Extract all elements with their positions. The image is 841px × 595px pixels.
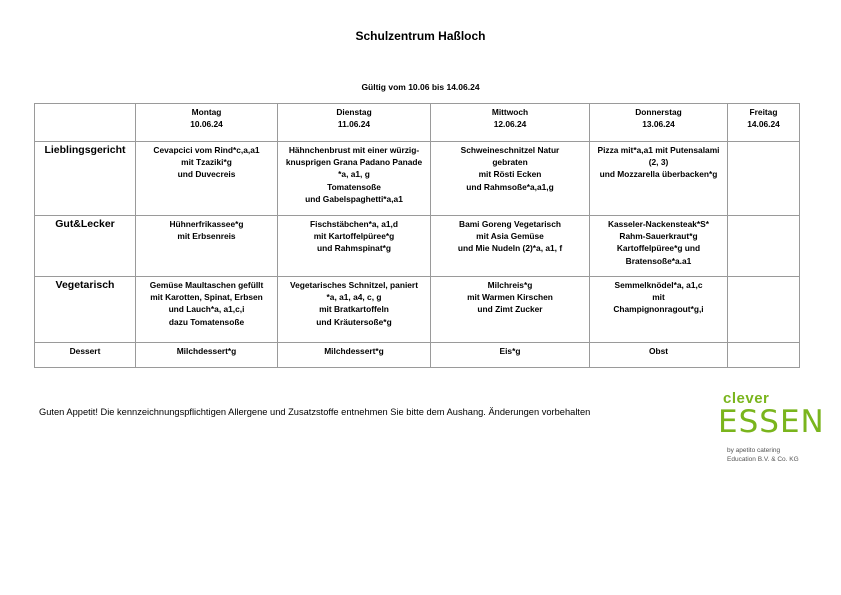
meal-cell: [136, 142, 278, 216]
meal-cell: [278, 142, 431, 216]
meal-line: mit Karotten, Spinat, Erbsen: [150, 292, 263, 303]
meal-line: mit Tzaziki*g: [181, 157, 232, 168]
meal-cell: [431, 343, 590, 368]
meal-cell: [590, 277, 728, 343]
meal-line: dazu Tomatensoße: [168, 316, 245, 327]
meal-line: mit: [652, 292, 665, 303]
table-row-lieblingsgericht: [35, 142, 800, 216]
row-label: Vegetarisch: [35, 277, 136, 343]
meal-cell: [431, 142, 590, 216]
day-header-monday: [136, 104, 278, 142]
day-name: Mittwoch: [491, 107, 529, 117]
table-header-row: [35, 104, 800, 142]
meal-line: Fischstäbchen*a, a1,d: [310, 219, 398, 229]
meal-line: mit Asia Gemüse: [476, 231, 544, 242]
meal-line: mit Erbsenreis: [177, 231, 236, 242]
day-header-tuesday: [278, 104, 431, 142]
meal-line: mit Kartoffelpüree*g: [313, 231, 395, 242]
meal-cell: [278, 216, 431, 277]
meal-line: Schweineschnitzel Natur: [460, 145, 560, 155]
meal-line: und Zimt Zucker: [477, 304, 543, 315]
page-title: Schulzentrum Haßloch: [355, 29, 486, 43]
meal-line: *a, a1, g: [338, 169, 370, 180]
logo-wordmark-main: ESSEN: [718, 404, 825, 440]
meal-cell: [590, 216, 728, 277]
table-row-gut-und-lecker: [35, 216, 800, 277]
day-header-friday: [728, 104, 800, 142]
logo-subtitle-line: by apetito catering: [727, 447, 781, 454]
day-name: Montag: [191, 107, 222, 117]
day-date: 14.06.24: [747, 119, 780, 130]
day-date: 12.06.24: [493, 119, 527, 130]
meal-line: Kasseler-Nackensteak*S*: [607, 219, 710, 229]
meal-line: Cevapcici vom Rind*c,a,a1: [153, 145, 260, 155]
meal-line: und Duvecreis: [177, 169, 236, 180]
meal-line: Obst: [648, 346, 669, 356]
menu-table: [34, 103, 800, 368]
meal-line: und Mozzarella überbacken*g: [599, 169, 718, 180]
validity-period: Gültig vom 10.06 bis 14.06.24: [361, 82, 480, 92]
meal-line: Hühnerfrikassee*g: [169, 219, 244, 229]
meal-line: Bratensoße*a.a1: [625, 255, 692, 266]
meal-cell: [728, 343, 800, 368]
meal-line: Kartoffelpüree*g und: [616, 243, 701, 254]
meal-line: Milchdessert*g: [324, 346, 384, 356]
logo-subtitle: [727, 447, 799, 464]
meal-line: knusprigen Grana Padano Panade: [285, 157, 423, 168]
meal-line: und Kräutersoße*g: [316, 316, 392, 327]
day-name: Donnerstag: [635, 107, 682, 117]
meal-cell: [431, 216, 590, 277]
meal-cell: [728, 142, 800, 216]
meal-line: Champignonragout*g,i: [613, 304, 704, 315]
meal-line: Milchdessert*g: [176, 346, 237, 356]
meal-line: Pizza mit*a,a1 mit Putensalami: [597, 145, 720, 155]
meal-cell: [278, 277, 431, 343]
table-row-dessert: [35, 343, 800, 368]
logo-subtitle-line: Education B.V. & Co. KG: [727, 455, 799, 463]
meal-line: (2, 3): [648, 157, 669, 168]
day-name: Dienstag: [336, 107, 372, 117]
meal-cell: [136, 343, 278, 368]
meal-line: und Gabelspaghetti*a,a1: [305, 193, 403, 204]
day-date: 11.06.24: [337, 119, 371, 130]
meal-cell: [728, 277, 800, 343]
logo-wordmark-top: clever: [723, 390, 770, 407]
table-row-vegetarisch: [35, 277, 800, 343]
meal-cell: [136, 277, 278, 343]
meal-line: mit Bratkartoffeln: [319, 304, 389, 315]
meal-line: Tomatensoße: [327, 181, 381, 192]
row-label: Gut&Lecker: [35, 216, 136, 277]
day-name: Freitag: [749, 107, 778, 117]
row-label: Lieblingsgericht: [35, 142, 136, 216]
meal-line: Rahm-Sauerkraut*g: [619, 231, 698, 242]
meal-cell: [590, 142, 728, 216]
meal-cell: [278, 343, 431, 368]
meal-cell: [728, 216, 800, 277]
meal-cell: [136, 216, 278, 277]
meal-line: *a, a1, a4, c, g: [326, 292, 382, 303]
meal-line: Milchreis*g: [487, 280, 533, 290]
day-header-wednesday: [431, 104, 590, 142]
meal-cell: [590, 343, 728, 368]
day-date: 10.06.24: [190, 119, 223, 130]
meal-line: gebraten: [492, 157, 528, 168]
meal-line: Semmelknödel*a, a1,c: [614, 280, 703, 290]
footer-note: Guten Appetit! Die kennzeichnungspflichtigen Allergene und Zusatzstoffe entnehmen Sie bitte dem Aushang. Änderungen vorbehalten: [39, 407, 591, 417]
meal-line: und Lauch*a, a1,c,i: [168, 304, 245, 315]
day-date: 13.06.24: [642, 119, 675, 130]
meal-line: mit Rösti Ecken: [478, 169, 542, 180]
meal-line: Gemüse Maultaschen gefüllt: [149, 280, 264, 290]
meal-line: und Rahmsoße*a,a1,g: [466, 181, 554, 192]
meal-line: mit Warmen Kirschen: [467, 292, 553, 303]
meal-line: Eis*g: [499, 346, 521, 356]
day-header-thursday: [590, 104, 728, 142]
meal-line: und Mie Nudeln (2)*a, a1, f: [457, 243, 563, 254]
corner-cell: [35, 104, 136, 142]
row-label: Dessert: [35, 343, 136, 368]
meal-line: Hähnchenbrust mit einer würzig-: [288, 145, 420, 155]
meal-line: Bami Goreng Vegetarisch: [459, 219, 561, 229]
meal-line: Vegetarisches Schnitzel, paniert: [289, 280, 418, 290]
meal-line: und Rahmspinat*g: [317, 243, 391, 254]
meal-cell: [431, 277, 590, 343]
